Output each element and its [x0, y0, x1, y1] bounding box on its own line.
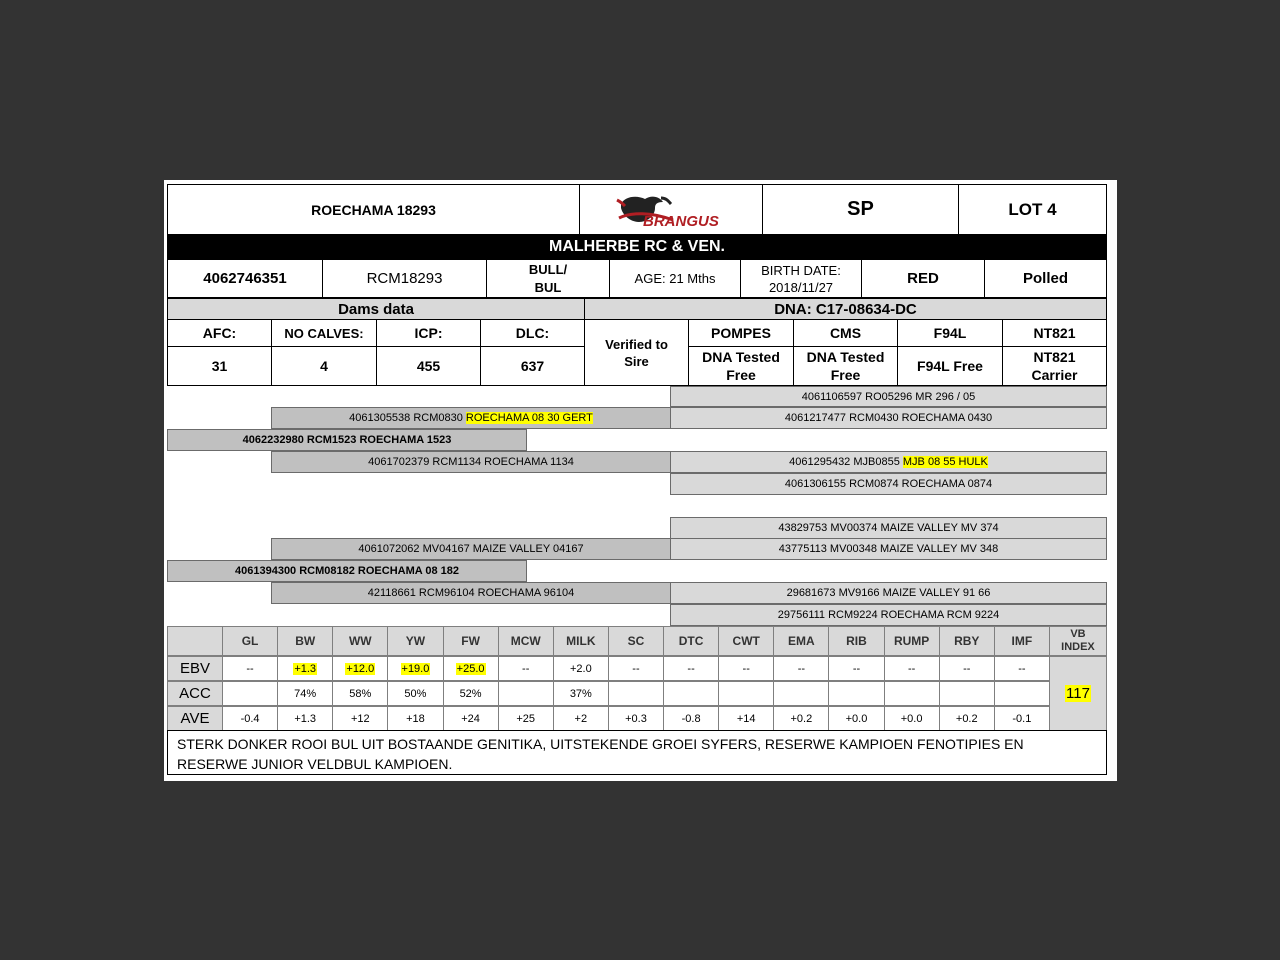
ebv-header-cwt-text: CWT: [732, 634, 760, 648]
lot-comment: STERK DONKER ROOI BUL UIT BOSTAANDE GENITIKA, UITSTEKENDE GROEI SYFERS, RESERWE KAMPIOEN FENOTIPIES EN RESERWE JUNIOR VELDBUL KAMPIOEN.: [167, 730, 1107, 775]
ebv-row-label-ebv: [167, 656, 223, 681]
ebv-ave-ema-text: +0.2: [790, 712, 813, 725]
ebv-ebv-gl-text: --: [246, 662, 254, 675]
ebv-header-yw-text: YW: [405, 634, 426, 648]
pedigree-dam-sire: 4061072062 MV04167 MAIZE VALLEY 04167: [271, 538, 671, 560]
ebv-ave-ww: [332, 706, 388, 731]
ebv-header-bw: [277, 626, 333, 656]
ebv-ave-rby: [939, 706, 995, 731]
nt821-line-2: Carrier: [1031, 367, 1078, 383]
bull-head-icon: [611, 190, 731, 230]
ebv-ave-bw-text: +1.3: [294, 712, 317, 725]
sale-lot-card: [164, 180, 1117, 781]
ebv-header-fw: [443, 626, 499, 656]
ebv-acc-fw: [443, 681, 499, 706]
ebv-header-rby: [939, 626, 995, 656]
pompes-line-1: DNA Tested: [702, 349, 780, 365]
ebv-ebv-yw-text: +19.0: [401, 662, 430, 675]
ebv-header-cwt: [718, 626, 774, 656]
ebv-acc-bw-text: 74%: [294, 687, 317, 700]
pedigree-sire-sire: [271, 407, 671, 429]
nt821-label: NT821: [1002, 319, 1107, 347]
vb-index-label-1: VB: [1070, 628, 1086, 640]
ebv-ave-imf: [994, 706, 1050, 731]
ebv-row-label-ebv-text: EBV: [179, 660, 210, 677]
ebv-header-mcw-text: MCW: [510, 634, 541, 648]
ebv-header-milk-text: MILK: [566, 634, 596, 648]
cms-line-1: DNA Tested: [806, 349, 885, 365]
birth-date-cell: [740, 259, 862, 298]
ebv-ebv-rby: [939, 656, 995, 681]
calves-value: 4: [271, 346, 377, 386]
ebv-acc-bw: [277, 681, 333, 706]
ebv-ave-bw: [277, 706, 333, 731]
pedigree-dam-sire-sire: 43829753 MV00374 MAIZE VALLEY MV 374: [670, 517, 1107, 539]
nt821-result: [1002, 346, 1107, 386]
ebv-header-rump-text: RUMP: [893, 634, 930, 648]
cms-line-2: Free: [830, 367, 861, 383]
icp-value: 455: [376, 346, 481, 386]
pedigree-sire-dam-sire-name: MJB 08 55 HULK: [902, 456, 988, 468]
pedigree-dam-sire-dam: 43775113 MV00348 MAIZE VALLEY MV 348: [670, 538, 1107, 560]
pedigree-dam: 4061394300 RCM08182 ROECHAMA 08 182: [167, 560, 527, 582]
ebv-row-label-ave: [167, 706, 223, 731]
ebv-ebv-rby-text: --: [963, 662, 971, 675]
ebv-ave-rby-text: +0.2: [955, 712, 978, 725]
ebv-ave-dtc: [663, 706, 719, 731]
vb-index-header: [1049, 626, 1107, 656]
ebv-header-milk: [553, 626, 609, 656]
dna-title: DNA: C17-08634-DC: [584, 298, 1107, 320]
ebv-ave-milk: [553, 706, 609, 731]
ebv-ave-cwt-text: +14: [736, 712, 756, 725]
ebv-row-label-acc-text: ACC: [179, 685, 211, 702]
ebv-ebv-cwt-text: --: [742, 662, 750, 675]
ebv-ave-mcw-text: +25: [516, 712, 536, 725]
sp-label: SP: [762, 184, 959, 235]
ebv-acc-dtc: [663, 681, 719, 706]
ebv-ave-sc: [608, 706, 664, 731]
ebv-ebv-yw: [387, 656, 443, 681]
ebv-ebv-gl: [222, 656, 278, 681]
ebv-ebv-fw-text: +25.0: [456, 662, 485, 675]
color: RED: [861, 259, 985, 298]
ebv-ebv-rib-text: --: [852, 662, 861, 675]
ebv-ebv-ww-text: +12.0: [346, 662, 375, 675]
ebv-header-sc: [608, 626, 664, 656]
ebv-acc-mcw: [498, 681, 554, 706]
ebv-acc-rib: [828, 681, 884, 706]
ebv-ave-rump: [884, 706, 940, 731]
ebv-header-ema: [773, 626, 829, 656]
pedigree-sire-dam-sire-id: 4061295432 MJB0855: [789, 456, 903, 468]
ebv-header-gl-text: GL: [241, 634, 259, 648]
verified-to-sire: [584, 319, 689, 386]
ebv-header-dtc: [663, 626, 719, 656]
ebv-ebv-ema-text: --: [797, 662, 806, 675]
pompes-label: POMPES: [688, 319, 794, 347]
horn-status: Polled: [984, 259, 1107, 298]
ebv-ebv-bw-text: +1.3: [294, 662, 317, 675]
pedigree-sire-sire-name: ROECHAMA 08 30 GERT: [465, 412, 593, 424]
ebv-acc-gl: [222, 681, 278, 706]
ebv-acc-milk-text: 37%: [569, 687, 592, 700]
verified-line-2: Sire: [624, 353, 649, 369]
ebv-ebv-milk-text: +2.0: [569, 662, 592, 675]
ebv-acc-rump: [884, 681, 940, 706]
logo-text: BRANGUS: [643, 212, 719, 230]
ebv-ave-dtc-text: -0.8: [681, 712, 701, 725]
brangus-logo: [579, 184, 763, 235]
dlc-value: 637: [480, 346, 585, 386]
ebv-ave-milk-text: +2: [574, 712, 588, 725]
ebv-header-imf: [994, 626, 1050, 656]
ebv-header-ema-text: EMA: [788, 634, 815, 648]
vb-index-value: [1049, 656, 1107, 731]
ebv-acc-ww: [332, 681, 388, 706]
pedigree-dam-dam: 42118661 RCM96104 ROECHAMA 96104: [271, 582, 671, 604]
pedigree-sire-dam-dam: 4061306155 RCM0874 ROECHAMA 0874: [670, 473, 1107, 495]
ebv-acc-cwt: [718, 681, 774, 706]
sex-line-1: BULL/: [528, 261, 568, 277]
ebv-ave-gl-text: -0.4: [240, 712, 260, 725]
ebv-header-dtc-text: DTC: [678, 634, 704, 648]
ebv-ebv-mcw: [498, 656, 554, 681]
ebv-ave-rib-text: +0.0: [845, 712, 868, 725]
ebv-ave-fw-text: +24: [461, 712, 480, 725]
ebv-ave-mcw: [498, 706, 554, 731]
ebv-ave-imf-text: -0.1: [1012, 712, 1032, 725]
pedigree-dam-dam-sire: 29681673 MV9166 MAIZE VALLEY 91 66: [670, 582, 1107, 604]
afc-value: 31: [167, 346, 272, 386]
cms-label: CMS: [793, 319, 898, 347]
ebv-corner: [167, 626, 223, 656]
ebv-header-rby-text: RBY: [954, 634, 980, 648]
ebv-row-label-acc: [167, 681, 223, 706]
ebv-ebv-rib: [828, 656, 884, 681]
ebv-ebv-imf: [994, 656, 1050, 681]
ebv-acc-fw-text: 52%: [459, 687, 482, 700]
ebv-ebv-mcw-text: --: [522, 662, 530, 675]
ebv-ebv-dtc: [663, 656, 719, 681]
ebv-ebv-dtc-text: --: [687, 662, 695, 675]
ebv-ebv-bw: [277, 656, 333, 681]
id-number: 4062746351: [167, 259, 323, 298]
lot-number: LOT 4: [958, 184, 1107, 235]
f94l-result: F94L Free: [897, 346, 1003, 386]
age: AGE: 21 Mths: [609, 259, 741, 298]
afc-label: AFC:: [167, 319, 272, 347]
ebv-header-bw-text: BW: [295, 634, 316, 648]
ebv-header-ww: [332, 626, 388, 656]
ebv-header-mcw: [498, 626, 554, 656]
ebv-ebv-sc-text: --: [632, 662, 640, 675]
f94l-label: F94L: [897, 319, 1003, 347]
calves-label: NO CALVES:: [271, 319, 377, 347]
dams-data-title: Dams data: [167, 298, 585, 320]
ebv-ave-fw: [443, 706, 499, 731]
ebv-ebv-rump: [884, 656, 940, 681]
pedigree-sire: 4062232980 RCM1523 ROECHAMA 1523: [167, 429, 527, 451]
ebv-ave-yw: [387, 706, 443, 731]
verified-line-1: Verified to: [605, 336, 668, 352]
pompes-line-2: Free: [726, 367, 756, 383]
ebv-ave-rump-text: +0.0: [900, 712, 923, 725]
ebv-acc-ww-text: 58%: [349, 687, 372, 700]
pedigree-sire-dam-sire: [670, 451, 1107, 473]
ebv-ave-ema: [773, 706, 829, 731]
ebv-ebv-milk: [553, 656, 609, 681]
pedigree-sire-sire-sire: 4061106597 RO05296 MR 296 / 05: [670, 386, 1107, 407]
pedigree-sire-sire-dam: 4061217477 RCM0430 ROECHAMA 0430: [670, 407, 1107, 429]
birth-date: 2018/11/27: [768, 279, 834, 295]
ebv-ave-ww-text: +12: [350, 712, 370, 725]
ebv-header-rib: [828, 626, 884, 656]
birth-date-label: BIRTH DATE:: [761, 262, 841, 278]
ebv-header-imf-text: IMF: [1011, 634, 1033, 648]
ebv-ebv-ema: [773, 656, 829, 681]
ebv-row-label-ave-text: AVE: [180, 710, 210, 727]
ebv-ebv-sc: [608, 656, 664, 681]
vb-index-label-2: INDEX: [1061, 641, 1095, 653]
ebv-acc-yw: [387, 681, 443, 706]
pedigree-sire-dam: 4061702379 RCM1134 ROECHAMA 1134: [271, 451, 671, 473]
sex-line-2: BUL: [534, 279, 562, 295]
reg-code: RCM18293: [322, 259, 487, 298]
ebv-ave-gl: [222, 706, 278, 731]
ebv-header-sc-text: SC: [627, 634, 645, 648]
ebv-acc-sc: [608, 681, 664, 706]
pedigree-dam-dam-dam: 29756111 RCM9224 ROECHAMA RCM 9224: [670, 604, 1107, 626]
ebv-ave-sc-text: +0.3: [625, 712, 647, 725]
ebv-ebv-imf-text: --: [1018, 662, 1026, 675]
ebv-table: [167, 626, 1107, 731]
ebv-ebv-fw: [443, 656, 499, 681]
ebv-header-fw-text: FW: [461, 634, 480, 648]
ebv-acc-yw-text: 50%: [404, 687, 427, 700]
ebv-ebv-rump-text: --: [907, 662, 916, 675]
sex: [486, 259, 610, 298]
ebv-ebv-cwt: [718, 656, 774, 681]
animal-name: ROECHAMA 18293: [167, 184, 580, 235]
ebv-ave-rib: [828, 706, 884, 731]
ebv-header-ww-text: WW: [348, 634, 372, 648]
breeder-banner: MALHERBE RC & VEN.: [167, 235, 1107, 259]
ebv-ebv-ww: [332, 656, 388, 681]
ebv-header-rib-text: RIB: [846, 634, 867, 648]
ebv-acc-rby: [939, 681, 995, 706]
vb-index-value-text: 117: [1066, 685, 1090, 702]
nt821-line-1: NT821: [1033, 349, 1076, 365]
ebv-acc-ema: [773, 681, 829, 706]
ebv-ave-yw-text: +18: [406, 712, 425, 725]
dlc-label: DLC:: [480, 319, 585, 347]
ebv-header-yw: [387, 626, 443, 656]
pompes-result: [688, 346, 794, 386]
ebv-ave-cwt: [718, 706, 774, 731]
ebv-acc-imf: [994, 681, 1050, 706]
ebv-header-gl: [222, 626, 278, 656]
pedigree-sire-sire-id: 4061305538 RCM0830: [349, 412, 466, 424]
icp-label: ICP:: [376, 319, 481, 347]
ebv-header-rump: [884, 626, 940, 656]
cms-result: [793, 346, 898, 386]
ebv-acc-milk: [553, 681, 609, 706]
